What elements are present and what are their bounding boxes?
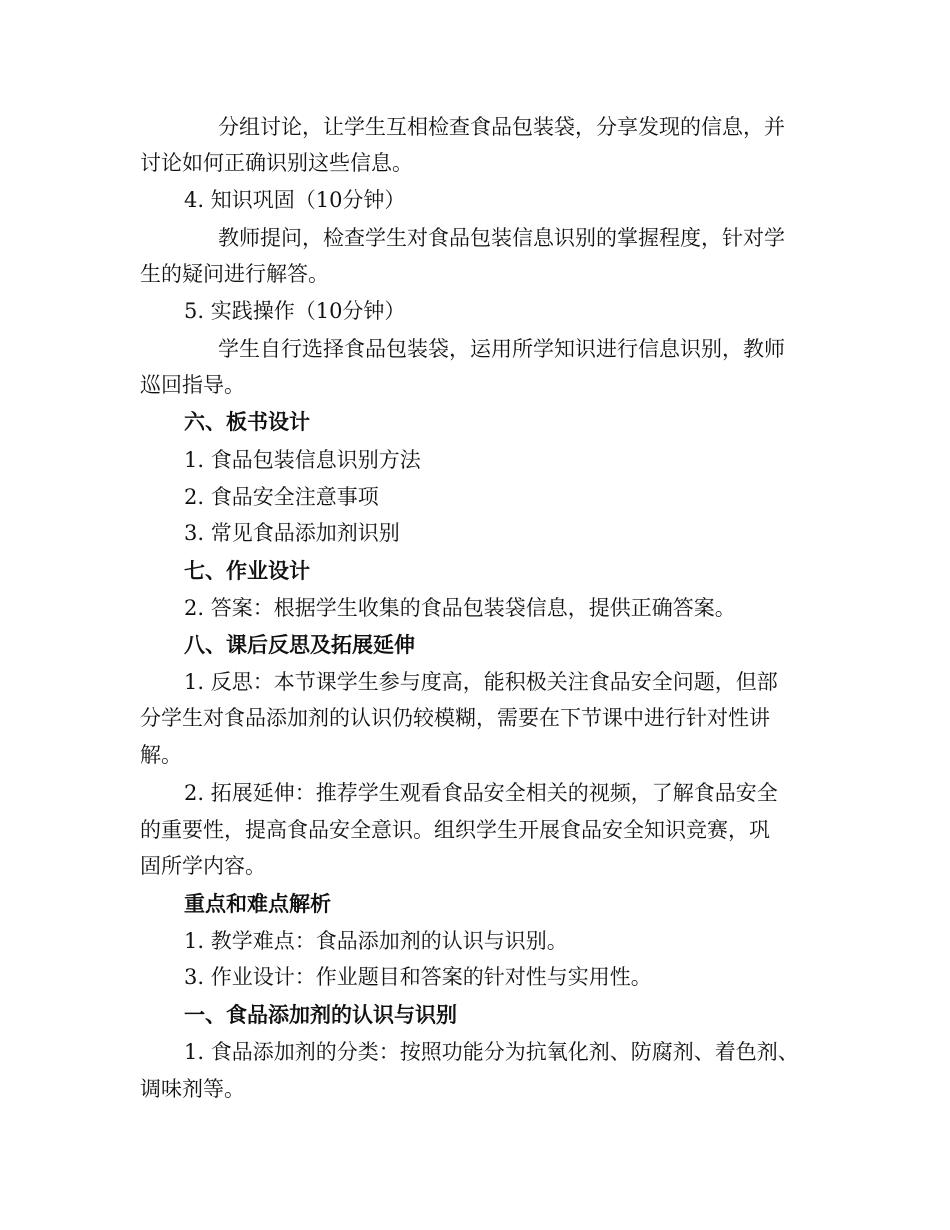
paragraph-text: 解。 bbox=[140, 743, 182, 767]
section-heading: 重点和难点解析 bbox=[184, 891, 331, 916]
list-item: 2. 拓展延伸：推荐学生观看食品安全相关的视频，了解食品安全 bbox=[184, 781, 778, 805]
paragraph-text: 教师提问，检查学生对食品包装信息识别的掌握程度，针对学 bbox=[218, 226, 785, 250]
section-heading: 八、课后反思及拓展延伸 bbox=[184, 632, 415, 657]
paragraph-text: 分组讨论，让学生互相检查食品包装袋，分享发现的信息，并 bbox=[218, 115, 785, 139]
paragraph-text: 固所学内容。 bbox=[140, 854, 266, 878]
list-item: 5. 实践操作（10分钟） bbox=[184, 299, 406, 323]
section-heading: 一、食品添加剂的认识与识别 bbox=[184, 1002, 457, 1027]
list-item: 1. 反思：本节课学生参与度高，能积极关注食品安全问题，但部 bbox=[184, 670, 778, 694]
list-item: 1. 食品添加剂的分类：按照功能分为抗氧化剂、防腐剂、着色剂、 bbox=[184, 1040, 799, 1064]
paragraph-text: 生的疑问进行解答。 bbox=[140, 262, 329, 286]
list-item: 1. 食品包装信息识别方法 bbox=[184, 448, 421, 472]
section-heading: 七、作业设计 bbox=[184, 558, 310, 583]
list-item: 2. 答案：根据学生收集的食品包装袋信息，提供正确答案。 bbox=[184, 596, 736, 620]
paragraph-text: 的重要性，提高食品安全意识。组织学生开展食品安全知识竞赛，巩 bbox=[140, 818, 770, 842]
list-item: 3. 常见食品添加剂识别 bbox=[184, 521, 400, 545]
list-item: 3. 作业设计：作业题目和答案的针对性与实用性。 bbox=[184, 965, 652, 989]
section-heading: 六、板书设计 bbox=[184, 409, 310, 434]
paragraph-text: 巡回指导。 bbox=[140, 373, 245, 397]
list-item: 2. 食品安全注意事项 bbox=[184, 485, 379, 509]
list-item: 4. 知识巩固（10分钟） bbox=[184, 188, 406, 212]
paragraph-text: 分学生对食品添加剂的认识仍较模糊，需要在下节课中进行针对性讲 bbox=[140, 706, 770, 730]
paragraph-text: 学生自行选择食品包装袋，运用所学知识进行信息识别，教师 bbox=[218, 337, 785, 361]
list-item: 1. 教学难点：食品添加剂的认识与识别。 bbox=[184, 929, 568, 953]
paragraph-text: 讨论如何正确识别这些信息。 bbox=[140, 151, 413, 175]
paragraph-text: 调味剂等。 bbox=[140, 1077, 245, 1101]
